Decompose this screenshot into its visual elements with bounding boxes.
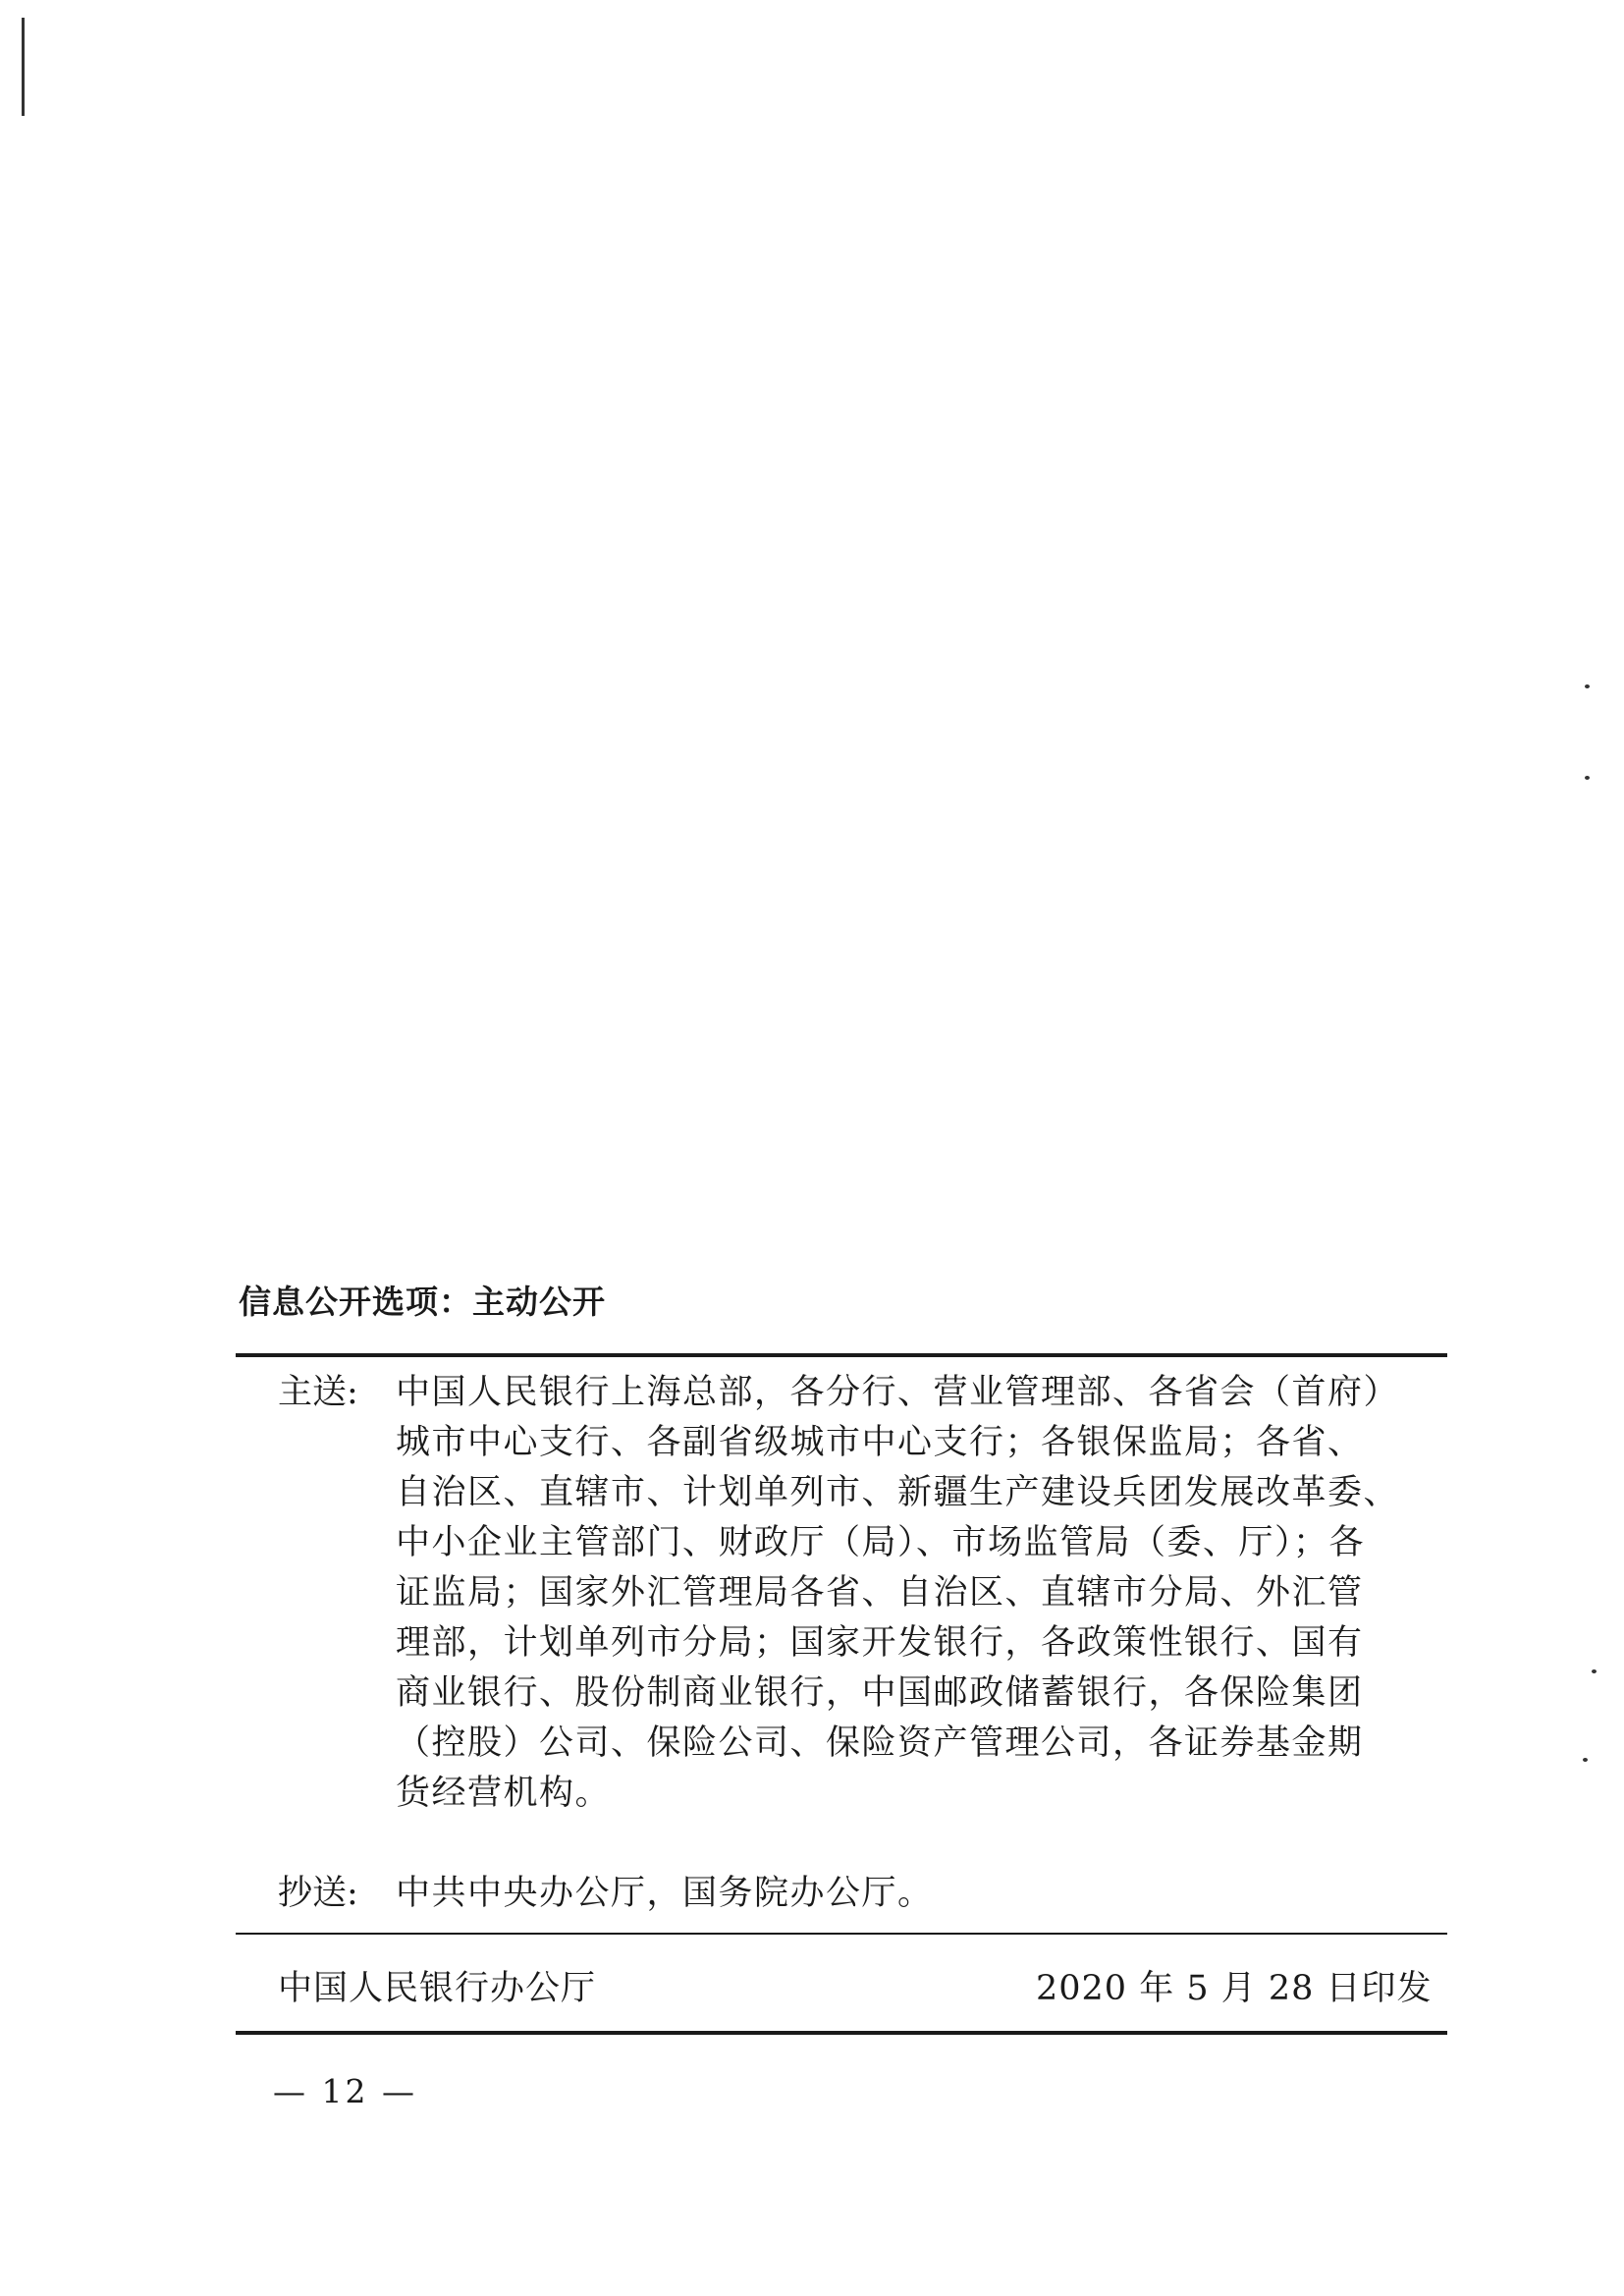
recipient-line: 理部，计划单列市分局；国家开发银行，各政策性银行、国有 — [396, 1623, 1364, 1663]
scan-edge-mark — [22, 18, 25, 116]
recipient-line: 自治区、直辖市、计划单列市、新疆生产建设兵团发展改革委、 — [396, 1473, 1400, 1512]
scan-speck — [1585, 684, 1590, 688]
recipient-line: 中小企业主管部门、财政厅（局）、市场监管局（委、厅）；各 — [396, 1523, 1366, 1562]
scan-speck — [1592, 1669, 1597, 1673]
cc-recipients-label: 抄送: — [278, 1874, 358, 1913]
top-divider — [236, 1353, 1447, 1357]
cc-recipients — [278, 1869, 1436, 1919]
main-recipients — [278, 1368, 1436, 1819]
cc-recipients-list — [396, 1869, 1436, 1919]
page-number: — 12 — — [273, 2072, 417, 2110]
main-recipients-list — [396, 1368, 1436, 1819]
issuing-office: 中国人民银行办公厅 — [278, 1969, 597, 2008]
recipient-line: 货经营机构。 — [396, 1774, 612, 1813]
issue-date: 2020 年 5 月 28 日印发 — [1036, 1969, 1433, 2008]
middle-divider — [236, 1933, 1447, 1935]
bottom-divider — [236, 2031, 1447, 2035]
cc-line: 中共中央办公厅，国务院办公厅。 — [396, 1874, 934, 1913]
disclosure-option: 信息公开选项：主动公开 — [239, 1283, 606, 1321]
scan-speck — [1585, 776, 1590, 780]
recipient-line: 城市中心支行、各副省级城市中心支行；各银保监局；各省、 — [396, 1423, 1364, 1462]
recipient-line: 中国人民银行上海总部，各分行、营业管理部、各省会（首府） — [396, 1373, 1400, 1412]
recipient-line: （控股）公司、保险公司、保险资产管理公司，各证券基金期 — [396, 1723, 1364, 1763]
scan-speck — [1583, 1758, 1588, 1762]
recipient-line: 商业银行、股份制商业银行，中国邮政储蓄银行，各保险集团 — [396, 1673, 1364, 1713]
main-recipients-label: 主送: — [278, 1373, 358, 1412]
recipient-line: 证监局；国家外汇管理局各省、自治区、直辖市分局、外汇管 — [396, 1573, 1364, 1613]
